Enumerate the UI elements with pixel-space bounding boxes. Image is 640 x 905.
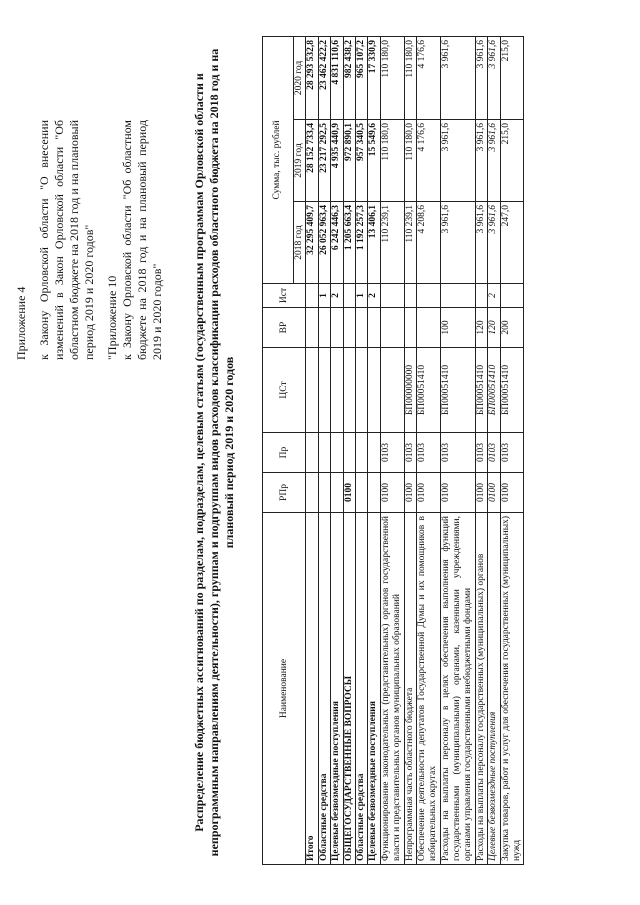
row-cst: БП00000000 [404,348,416,433]
row-vr [404,308,416,348]
row-2019: 28 152 733,4 [306,120,318,202]
row-pr: 0103 [500,433,524,473]
row-2020: 17 330,9 [368,36,380,119]
row-cst [331,348,343,433]
row-2019: 3 961,6 [488,120,500,202]
row-name: Расходы на выплаты персоналу государственных (муниципальных) органов [475,513,487,865]
row-2019: 3 961,6 [440,120,475,202]
row-ist [475,284,487,308]
row-2018: 6 242 446,3 [331,202,343,284]
row-2020: 23 462 422,2 [318,36,330,119]
row-rpr [318,473,330,513]
row-name: Закупка товаров, работ и услуг для обеспечения государственных (муниципальных) нужд [500,513,524,865]
row-ist: 1 [355,284,367,308]
row-2018: 4 208,6 [416,202,440,284]
table-row [416,36,440,864]
row-cst: БП00051410 [440,348,475,433]
table-row [331,36,343,864]
table-row [380,36,404,864]
row-pr: 0103 [416,433,440,473]
row-ist [380,284,404,308]
table-row [404,36,416,864]
row-2020: 110 180,0 [404,36,416,119]
row-ist [440,284,475,308]
row-name: Областные средства [355,513,367,865]
row-2019: 15 549,6 [368,120,380,202]
row-ist: 2 [368,284,380,308]
row-2019: 23 217 292,5 [318,120,330,202]
row-cst [368,348,380,433]
row-2020: 110 180,0 [380,36,404,119]
budget-table [262,36,524,865]
table-row [500,36,524,864]
row-ist [416,284,440,308]
row-name: Функционирование законодательных (представительных) органов государственной власти и представительных органов муниципальных образований [380,513,404,865]
row-2019: 957 340,5 [355,120,367,202]
row-rpr [368,473,380,513]
row-vr: 120 [488,308,500,348]
row-rpr [306,473,318,513]
row-2018: 1 192 257,3 [355,202,367,284]
row-vr [355,308,367,348]
row-name: Непрограммная часть областного бюджета [404,513,416,865]
header-vr: ВР [263,308,306,348]
row-2020: 4 831 110,6 [331,36,343,119]
header-name: Наименование [263,513,306,865]
row-cst: БП00051410 [475,348,487,433]
annex-line-1: Приложение 4 [14,286,28,360]
row-name: Целевые безвозмездные поступления [488,513,500,865]
annex-line-2: к Закону Орловской области "О внесении изменений в Закон Орловской области "Об областном бюджете на 2018 год и на плановый период 2019 и 2020 годов" [37,120,96,360]
header-2019: 2019 год [294,120,306,202]
row-cst [306,348,318,433]
header-2020: 2020 год [294,36,306,119]
header-cst: ЦСт [263,348,306,433]
row-cst [355,348,367,433]
row-ist: 1 [318,284,330,308]
row-2019: 110 180,0 [404,120,416,202]
row-2018: 110 239,1 [380,202,404,284]
row-rpr: 0100 [380,473,404,513]
row-name: Расходы на выплаты персоналу в целях обеспечения выполнения функций государственными (муниципальными) органами, казенными учреждениями, органами управления государственными внебюджетными фондами [440,513,475,865]
table-header-row [263,36,294,864]
row-pr: 0103 [440,433,475,473]
row-ist: 2 [488,284,500,308]
row-rpr: 0100 [488,473,500,513]
row-pr [355,433,367,473]
row-name: Целевые безвозмездные поступления [331,513,343,865]
row-cst [318,348,330,433]
row-2020: 4 176,6 [416,36,440,119]
row-vr [368,308,380,348]
row-vr: 120 [475,308,487,348]
row-2019: 4 176,6 [416,120,440,202]
row-ist [500,284,524,308]
row-cst: БП00051410 [500,348,524,433]
row-2019: 972 890,1 [343,120,355,202]
row-2020: 215,0 [500,36,524,119]
row-vr [331,308,343,348]
row-2019: 3 961,6 [475,120,487,202]
row-ist [343,284,355,308]
table-row [343,36,355,864]
row-name: Итого [306,513,318,865]
header-rpr: РПр [263,473,306,513]
row-vr [318,308,330,348]
document-title: Распределение бюджетных ассигнований по разделам, подразделам, целевым статьям (государственным программам Орловской области и непрограммным направлениям деятельности), группам и подгруппам видов расходов классификации расходов областного бюджета на 2018 год и на плановый период 2019 и 2020 годов [192,48,236,857]
row-2018: 32 295 409,7 [306,202,318,284]
annex-line-4: к Закону Орловской области "Об областном бюджете на 2018 год и на плановый период 2019 и 2020 годов" [120,120,164,360]
table-row [318,36,330,864]
annex-block [14,120,173,360]
row-ist [306,284,318,308]
row-rpr: 0100 [416,473,440,513]
row-vr [416,308,440,348]
table-row [306,36,318,864]
row-2020: 3 961,6 [488,36,500,119]
row-pr: 0103 [488,433,500,473]
row-2018: 3 961,6 [475,202,487,284]
header-2018: 2018 год [294,202,306,284]
row-2020: 965 107,2 [355,36,367,119]
row-2018: 13 406,1 [368,202,380,284]
row-cst [343,348,355,433]
row-cst: БП00051410 [416,348,440,433]
row-2019: 4 935 440,9 [331,120,343,202]
header-sum: Сумма, тыс. рублей [263,36,294,283]
row-pr: 0103 [380,433,404,473]
row-name: ОБЩЕГОСУДАРСТВЕННЫЕ ВОПРОСЫ [343,513,355,865]
row-2019: 215,0 [500,120,524,202]
row-2020: 982 438,2 [343,36,355,119]
row-ist: 2 [331,284,343,308]
row-vr [343,308,355,348]
row-2020: 28 293 532,8 [306,36,318,119]
row-2018: 3 961,6 [488,202,500,284]
annex-line-3: "Приложение 10 [105,275,119,360]
row-2019: 110 180,0 [380,120,404,202]
row-rpr: 0100 [404,473,416,513]
row-vr: 200 [500,308,524,348]
row-rpr [355,473,367,513]
row-2018: 26 052 963,4 [318,202,330,284]
row-rpr: 0100 [475,473,487,513]
row-2018: 247,0 [500,202,524,284]
row-cst [380,348,404,433]
row-vr: 100 [440,308,475,348]
row-ist [404,284,416,308]
header-pr: Пр [263,433,306,473]
row-pr [368,433,380,473]
row-2018: 110 239,1 [404,202,416,284]
row-name: Областные средства [318,513,330,865]
row-pr: 0103 [475,433,487,473]
row-pr: 0103 [404,433,416,473]
row-rpr: 0100 [343,473,355,513]
table-row [488,36,500,864]
header-ist: Ист [263,284,306,308]
row-rpr: 0100 [440,473,475,513]
row-2020: 3 961,6 [475,36,487,119]
row-name: Обеспечение деятельности депутатов Государственной Думы и их помощников в избирательных округах [416,513,440,865]
table-row [368,36,380,864]
row-pr [343,433,355,473]
row-pr [318,433,330,473]
table-row [475,36,487,864]
row-rpr: 0100 [500,473,524,513]
row-2020: 3 961,6 [440,36,475,119]
row-cst: БП00051410 [488,348,500,433]
row-vr [306,308,318,348]
row-2018: 1 205 663,4 [343,202,355,284]
row-rpr [331,473,343,513]
table-row [440,36,475,864]
row-pr [331,433,343,473]
row-vr [380,308,404,348]
row-pr [306,433,318,473]
row-2018: 3 961,6 [440,202,475,284]
row-name: Целевые безвозмездные поступления [368,513,380,865]
table-row [355,36,367,864]
